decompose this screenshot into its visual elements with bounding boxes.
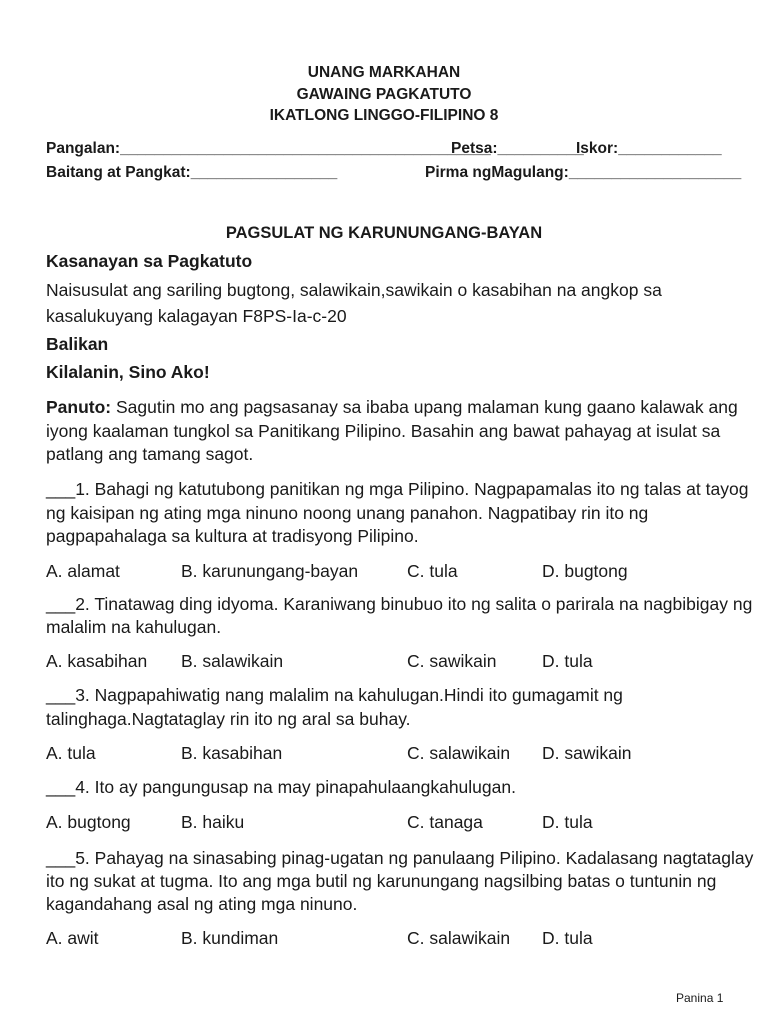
question-3-option-a: A. tula: [46, 743, 96, 763]
question-4-option-a: A. bugtong: [46, 812, 131, 832]
page-number: Panina 1: [676, 991, 724, 1005]
question-5-option-d: D. tula: [542, 928, 593, 948]
panuto-text-1: Sagutin mo ang pagsasanay sa ibaba upang malaman kung gaano kalawak ang: [111, 397, 738, 417]
question-2-option-d: D. tula: [542, 651, 593, 671]
question-5-line-2: ito ng sukat at tugma. Ito ang mga butil ng karunungang nagsilbing batas o tuntunin ng: [46, 871, 717, 891]
question-5-option-b: B. kundiman: [181, 928, 279, 948]
question-1-line-2: ng kaisipan ng ating mga ninuno noong unang panahon. Nagpatibay rin ito ng: [46, 503, 649, 523]
panuto-label: Panuto:: [46, 397, 112, 417]
question-1-option-d: D. bugtong: [542, 561, 628, 581]
question-3-line-2: talinghaga.Nagtataglay rin ito ng aral sa buhay.: [46, 709, 411, 729]
question-3-option-b: B. kasabihan: [181, 743, 283, 763]
question-4-option-d: D. tula: [542, 812, 593, 832]
pirma-field: Pirma ngMagulang:____________________: [425, 164, 742, 181]
question-5-option-a: A. awit: [46, 928, 99, 948]
petsa-field: Petsa:__________: [451, 140, 584, 157]
question-1-line-1: ___1. Bahagi ng katutubong panitikan ng mga Pilipino. Nagpapamalas ito ng talas at tayog: [46, 479, 749, 499]
question-2-option-a: A. kasabihan: [46, 651, 148, 671]
panuto-line-3: patlang ang tamang sagot.: [46, 444, 254, 464]
question-4-line-1: ___4. Ito ay pangungusap na may pinapahulaangkahulugan.: [46, 777, 516, 797]
question-5-line-3: kagandahang asal ng ating mga ninuno.: [46, 894, 358, 914]
question-5-line-1: ___5. Pahayag na sinasabing pinag-ugatan ng panulaang Pilipino. Kadalasang nagtataglay: [46, 848, 754, 868]
question-1-option-b: B. karunungang-bayan: [181, 561, 359, 581]
question-2-option-b: B. salawikain: [181, 651, 284, 671]
question-3-option-d: D. sawikain: [542, 743, 632, 763]
question-4-option-b: B. haiku: [181, 812, 245, 832]
question-2-line-2: malalim na kahulugan.: [46, 617, 222, 637]
question-1-line-3: pagpapahalaga sa kultura at tradisyong Pilipino.: [46, 526, 419, 546]
header-quarter: UNANG MARKAHAN: [307, 64, 461, 81]
baitang-field: Baitang at Pangkat:_________________: [46, 164, 338, 181]
page-title: PAGSULAT NG KARUNUNGANG-BAYAN: [225, 224, 543, 242]
panuto-line-1: [46, 397, 738, 418]
question-2-option-c: C. sawikain: [407, 651, 497, 671]
header-activity: GAWAING PAGKATUTO: [296, 86, 472, 103]
balikan-heading: Balikan: [46, 334, 109, 354]
iskor-field: Iskor:____________: [576, 140, 722, 157]
header-week-subject: IKATLONG LINGGO-FILIPINO 8: [269, 107, 499, 124]
question-4-option-c: C. tanaga: [407, 812, 483, 832]
question-5-option-c: C. salawikain: [407, 928, 511, 948]
kilalanin-heading: Kilalanin, Sino Ako!: [46, 362, 210, 382]
question-1-option-c: C. tula: [407, 561, 458, 581]
kasanayan-heading: Kasanayan sa Pagkatuto: [46, 251, 253, 271]
question-2-line-1: ___2. Tinatawag ding idyoma. Karaniwang binubuo ito ng salita o parirala na nagbibigay ng: [46, 594, 753, 614]
pangalan-field: Pangalan:___________________________________________: [46, 140, 491, 157]
kasanayan-line-1: Naisusulat ang sariling bugtong, salawikain,sawikain o kasabihan na angkop sa: [46, 280, 662, 300]
panuto-line-2: iyong kaalaman tungkol sa Panitikang Pilipino. Basahin ang bawat pahayag at isulat sa: [46, 421, 721, 441]
question-3-option-c: C. salawikain: [407, 743, 511, 763]
kasanayan-line-2: kasalukuyang kalagayan F8PS-Ia-c-20: [46, 306, 347, 326]
question-3-line-1: ___3. Nagpapahiwatig nang malalim na kahulugan.Hindi ito gumagamit ng: [46, 685, 623, 705]
question-1-option-a: A. alamat: [46, 561, 120, 581]
